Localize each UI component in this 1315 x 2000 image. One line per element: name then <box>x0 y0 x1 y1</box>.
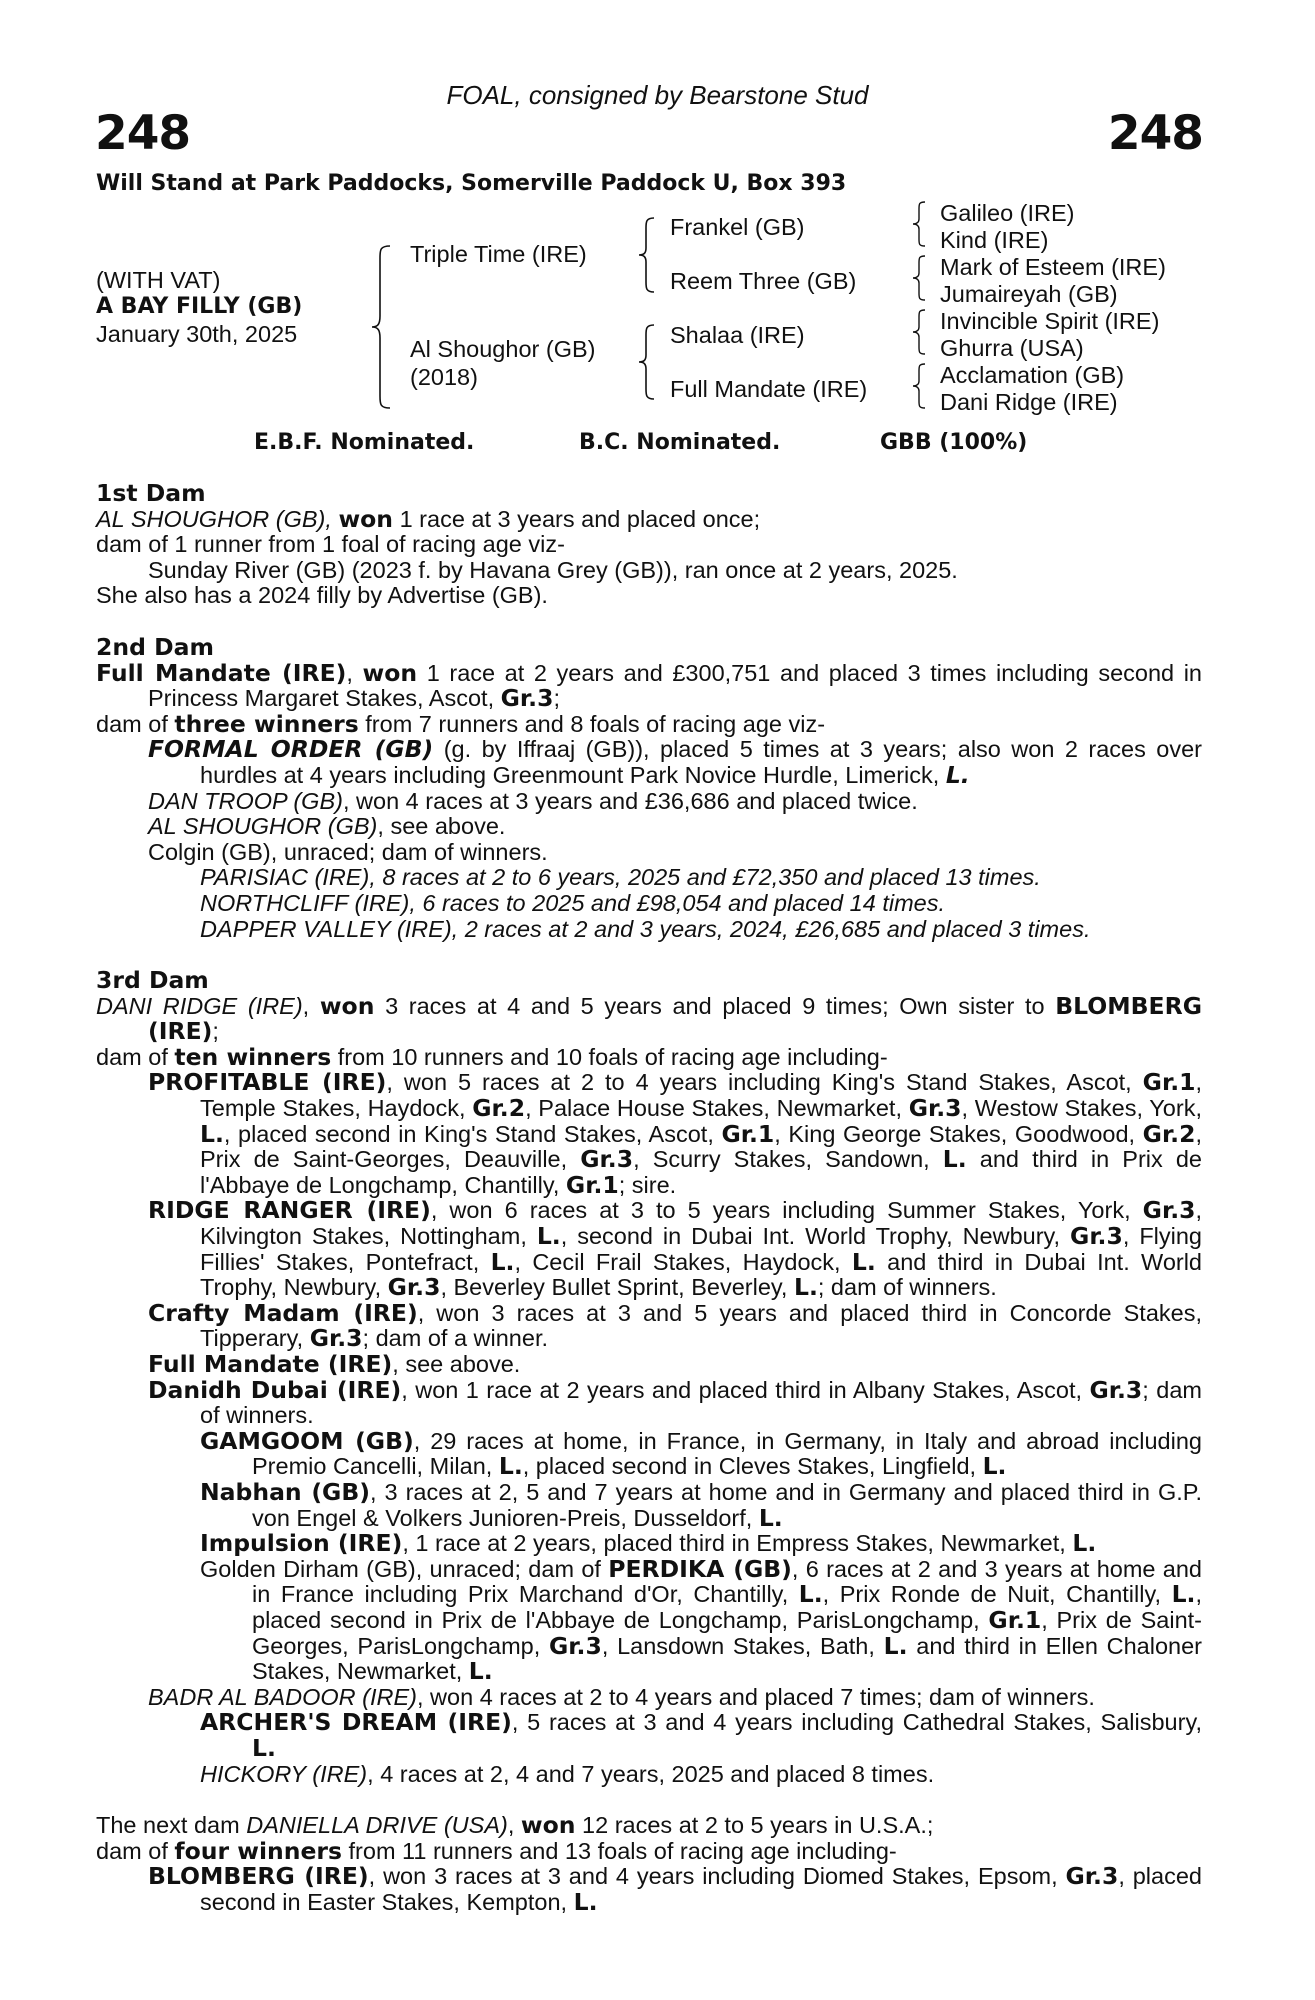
produce-formal-order <box>96 737 1202 788</box>
produce-full-mandate <box>96 1352 1202 1378</box>
text: ; dam of winners. <box>817 1274 997 1301</box>
text: , 8 races at 2 to 6 years, 2025 and £72,350 and placed 13 times. <box>369 864 1041 891</box>
grade-label: L. <box>468 1657 493 1686</box>
produce-crafty-madam <box>96 1298 1202 1353</box>
horse-name: DAPPER VALLEY (IRE) <box>200 915 452 942</box>
horse-name: PERDIKA (GB) <box>608 1554 792 1583</box>
grand-ancestor-2: Kind (IRE) <box>940 227 1049 253</box>
grade-label: L. <box>945 760 970 789</box>
first-dam-foal: Sunday River (GB) (2023 f. by Havana Grey (GB)), ran once at 2 years, 2025. <box>148 556 958 583</box>
grade-label: L. <box>942 1145 967 1174</box>
text: , won 6 races at 3 to 5 years including Summer Stakes, York, <box>430 1197 1143 1224</box>
second-dam-record <box>96 658 1202 713</box>
bracket-g78 <box>910 362 928 410</box>
grand-ancestor-1: Galileo (IRE) <box>940 200 1075 226</box>
produce-dan-troop <box>96 789 1202 815</box>
text: , won 3 races at 3 and 4 years including Diomed Stakes, Epsom, <box>368 1863 1066 1890</box>
text: and third in Ellen Chaloner Stakes, Newmarket, <box>252 1632 1202 1685</box>
text: dam of <box>96 1043 175 1070</box>
third-dam-record <box>96 991 1202 1046</box>
text: , won 4 races at 2 to 4 years and placed 7 times; dam of winners. <box>417 1683 1095 1710</box>
produce-dapper-valley <box>96 917 1202 943</box>
bracket-g12 <box>910 200 928 248</box>
first-dam-heading: 1st Dam <box>96 479 206 507</box>
text: , Palace House Stakes, Newmarket, <box>525 1095 909 1122</box>
gbb-status: GBB (100%) <box>880 430 1028 455</box>
produce-al-shoughor <box>96 814 1202 840</box>
horse-name: Crafty Madam (IRE) <box>148 1298 418 1327</box>
winners-count: three winners <box>174 709 359 738</box>
grand-ancestor-7: Acclamation (GB) <box>940 362 1125 388</box>
third-dam-heading: 3rd Dam <box>96 966 209 995</box>
vat-note: (WITH VAT) <box>96 267 221 293</box>
text: 12 races at 2 to 5 years in U.S.A.; <box>575 1812 934 1839</box>
produce-gamgoom <box>96 1426 1202 1481</box>
text: from 11 runners and 13 foals of racing age including- <box>342 1837 897 1864</box>
text: , won 4 races at 3 years and £36,686 and placed twice. <box>342 787 918 814</box>
produce-badr-al-badoor <box>96 1685 1202 1711</box>
first-dam-note: She also has a 2024 filly by Advertise (GB). <box>96 582 548 609</box>
horse-name: BLOMBERG (IRE) <box>148 1862 369 1891</box>
produce-colgin: Colgin (GB), unraced; dam of winners. <box>148 838 548 865</box>
dam: Al Shoughor (GB) <box>410 336 596 362</box>
horse-name: RIDGE RANGER (IRE) <box>148 1196 431 1225</box>
bc-nomination: B.C. Nominated. <box>579 430 781 455</box>
text: The next dam <box>96 1812 247 1839</box>
grade-label: Gr.3 <box>908 1094 962 1123</box>
grade-label: Gr.3 <box>387 1273 441 1302</box>
consignment-line: FOAL, consigned by Bearstone Stud <box>446 80 869 110</box>
text: and third in Dubai Int. World Trophy, Newbury, <box>200 1248 1203 1301</box>
text: , Kilvington Stakes, Nottingham, <box>200 1197 1203 1250</box>
second-dam-heading: 2nd Dam <box>96 632 214 661</box>
text: , won 5 races at 2 to 4 years including King's Stand Stakes, Ascot, <box>386 1069 1143 1096</box>
horse-name: PROFITABLE (IRE) <box>148 1068 387 1097</box>
grade-label: L. <box>793 1273 818 1302</box>
won-label: won <box>319 991 375 1020</box>
text: , Beverley Bullet Sprint, Beverley, <box>440 1274 794 1301</box>
text: , see above. <box>377 813 506 840</box>
produce-golden-dirham <box>96 1554 1202 1686</box>
produce-profitable <box>96 1070 1202 1198</box>
text: , <box>302 992 320 1019</box>
grade-label: L. <box>1171 1580 1196 1609</box>
text: , 29 races at home, in France, in Germany, in Italy and abroad including Premio Cancelli, Milan, <box>252 1427 1202 1480</box>
text: 3 races at 4 and 5 years and placed 9 times; Own sister to <box>374 992 1056 1019</box>
text: , placed second in King's Stand Stakes, Ascot, <box>223 1120 722 1147</box>
text: , <box>507 1812 521 1839</box>
produce-danidh-dubai <box>96 1375 1202 1429</box>
text: ; dam of winners. <box>200 1376 1202 1429</box>
text: ; dam of a winner. <box>362 1325 549 1352</box>
grand-ancestor-6: Ghurra (USA) <box>940 335 1084 361</box>
text: , Scurry Stakes, Sandown, <box>633 1146 943 1173</box>
grade-label: Gr.3 <box>1089 1375 1143 1404</box>
text: , <box>346 659 363 686</box>
bracket-g56 <box>910 308 928 356</box>
text: , Lansdown Stakes, Bath, <box>601 1632 884 1659</box>
grade-label: L. <box>498 1452 523 1481</box>
first-dam-produce: dam of 1 runner from 1 foal of racing age viz- <box>96 531 565 558</box>
grade-label: Gr.3 <box>580 1145 634 1174</box>
grade-label: Gr.2 <box>1142 1119 1196 1148</box>
text: ; <box>212 1018 219 1045</box>
text: , placed second in Cleves Stakes, Lingfield, <box>522 1453 983 1480</box>
foaling-date: January 30th, 2025 <box>96 321 298 347</box>
horse-name: NORTHCLIFF (IRE) <box>200 889 410 916</box>
text: 1 race at 2 years and £300,751 and placed 3 times including second in Princess Margaret Stakes, Ascot, <box>148 659 1202 712</box>
text: from 7 runners and 8 foals of racing age viz- <box>358 710 826 737</box>
grade-label: L. <box>883 1631 908 1660</box>
horse-name: AL SHOUGHOR (GB) <box>148 813 378 840</box>
won-label: won <box>338 504 394 533</box>
text: (g. by Iffraaj (GB)), placed 5 times at 3 years; also won 2 races over hurdles at 4 years including Greenmount Park Novice Hurdle, Limerick, <box>200 736 1202 788</box>
horse-name: HICKORY (IRE) <box>200 1760 368 1787</box>
produce-hickory <box>96 1762 1202 1788</box>
second-dam-name: Full Mandate (IRE) <box>96 658 347 687</box>
third-dam-name: DANI RIDGE (IRE) <box>96 992 303 1019</box>
lot-number-right: 248 <box>1107 106 1203 161</box>
horse-name: Nabhan (GB) <box>200 1477 370 1506</box>
grand-ancestor-3: Mark of Esteem (IRE) <box>940 254 1166 280</box>
text: , 6 races to 2025 and £98,054 and placed 14 times. <box>409 889 946 916</box>
sire-sire: Frankel (GB) <box>670 214 805 240</box>
text: ; <box>553 685 560 712</box>
text: , won 3 races at 3 and 5 years and placed third in Concorde Stakes, Tipperary, <box>200 1299 1202 1352</box>
horse-name: Full Mandate (IRE) <box>148 1350 393 1378</box>
text: ; sire. <box>618 1171 677 1198</box>
text: , Prix de Saint-Georges, ParisLongchamp, <box>252 1606 1202 1659</box>
text: , placed second in Easter Stakes, Kempton, <box>200 1863 1202 1915</box>
horse-name: Danidh Dubai (IRE) <box>148 1375 402 1404</box>
grand-ancestor-5: Invincible Spirit (IRE) <box>940 308 1160 334</box>
grade-label: L. <box>573 1887 598 1916</box>
produce-blomberg <box>96 1864 1202 1915</box>
winners-count: ten winners <box>174 1042 332 1071</box>
horse-name: FORMAL ORDER (GB) <box>148 735 434 764</box>
bracket-sire <box>636 216 658 294</box>
horse-name: A BAY FILLY (GB) <box>96 294 303 319</box>
grand-ancestor-4: Jumaireyah (GB) <box>940 281 1118 307</box>
grade-label: L. <box>536 1222 561 1251</box>
grade-label: Gr.1 <box>988 1605 1042 1634</box>
grade-label: Gr.1 <box>1142 1068 1196 1097</box>
horse-name: PARISIAC (IRE) <box>200 864 370 891</box>
first-dam-record <box>96 504 1202 533</box>
first-dam-name: AL SHOUGHOR (GB), <box>96 505 332 532</box>
text: , Temple Stakes, Haydock, <box>200 1069 1203 1122</box>
sire-dam: Reem Three (GB) <box>670 268 857 294</box>
next-dam-record <box>96 1813 1202 1839</box>
grade-label: L. <box>758 1503 783 1532</box>
horse-name: ARCHER'S DREAM (IRE) <box>200 1708 512 1737</box>
grade-label: Gr.3 <box>500 684 554 713</box>
bracket-main <box>370 244 394 410</box>
grade-label: L. <box>851 1247 876 1276</box>
text: and third in Prix de l'Abbaye de Longchamp, Chantilly, <box>200 1146 1202 1198</box>
ebf-nomination: E.B.F. Nominated. <box>254 430 475 455</box>
grade-label: Gr.3 <box>549 1631 602 1660</box>
text: dam of <box>96 710 175 737</box>
horse-name: GAMGOOM (GB) <box>200 1426 414 1455</box>
text: , second in Dubai Int. World Trophy, Newbury, <box>560 1223 1071 1250</box>
grade-label: L. <box>252 1733 276 1762</box>
text: , 4 races at 2, 4 and 7 years, 2025 and placed 8 times. <box>367 1760 935 1787</box>
grade-label: L. <box>1072 1529 1097 1558</box>
text: , placed second in Prix de l'Abbaye de Longchamp, ParisLongchamp, <box>252 1581 1202 1633</box>
stand-location: Will Stand at Park Paddocks, Somerville Paddock U, Box 393 <box>96 171 847 196</box>
sire: Triple Time (IRE) <box>410 241 587 267</box>
text: , 3 races at 2, 5 and 7 years at home and in Germany and placed third in G.P. von Engel & Volkers Junioren-Preis, Dusseldorf, <box>252 1478 1202 1531</box>
won-label: won <box>520 1811 576 1840</box>
produce-archers-dream <box>96 1710 1202 1761</box>
text: , 2 races at 2 and 3 years, 2024, £26,685 and placed 3 times. <box>451 915 1091 942</box>
bracket-g34 <box>910 254 928 302</box>
text: Golden Dirham (GB), unraced; dam of <box>200 1555 609 1582</box>
grade-label: Gr.1 <box>721 1119 775 1148</box>
grade-label: Gr.3 <box>1065 1862 1119 1891</box>
grade-label: Gr.3 <box>309 1324 363 1353</box>
horse-name: DAN TROOP (GB) <box>148 787 343 814</box>
lot-number-left: 248 <box>95 106 191 161</box>
text: , Prix Ronde de Nuit, Chantilly, <box>822 1581 1172 1608</box>
text: , King George Stakes, Goodwood, <box>774 1120 1143 1147</box>
text: , 6 races at 2 and 3 years at home and in France including Prix Marchand d'Or, Chantilly, <box>252 1555 1202 1608</box>
text: dam of <box>96 1837 175 1864</box>
bracket-dam <box>636 323 658 401</box>
horse-name: BADR AL BADOOR (IRE) <box>148 1683 417 1710</box>
grade-label: Gr.2 <box>472 1094 526 1123</box>
produce-nabhan <box>96 1477 1202 1532</box>
produce-northcliff <box>96 891 1202 917</box>
grade-label: L. <box>982 1452 1007 1481</box>
text: , 5 races at 3 and 4 years including Cathedral Stakes, Salisbury, <box>511 1709 1202 1736</box>
winners-count: four winners <box>174 1836 342 1865</box>
text: , won 1 race at 2 years and placed third in Albany Stakes, Ascot, <box>401 1376 1090 1403</box>
produce-parisiac <box>96 865 1202 891</box>
text: , Flying Fillies' Stakes, Pontefract, <box>200 1223 1203 1275</box>
won-label: won <box>362 658 418 687</box>
text: , Prix de Saint-Georges, Deauville, <box>200 1120 1202 1173</box>
dam-sire: Shalaa (IRE) <box>670 322 805 348</box>
produce-ridge-ranger <box>96 1198 1202 1300</box>
dam-dam: Full Mandate (IRE) <box>670 376 868 402</box>
next-dam-produce <box>96 1836 1202 1865</box>
third-dam-produce <box>96 1042 1202 1071</box>
grade-label: L. <box>200 1119 224 1148</box>
horse-name: BLOMBERG (IRE) <box>148 991 1202 1046</box>
second-dam-produce <box>96 709 1202 738</box>
grade-label: Gr.1 <box>565 1170 619 1199</box>
text: , Cecil Frail Stakes, Haydock, <box>514 1248 852 1275</box>
text: , 1 race at 2 years, placed third in Empress Stakes, Newmarket, <box>402 1530 1073 1557</box>
text: from 10 runners and 10 foals of racing age including- <box>331 1043 888 1070</box>
horse-name: Impulsion (IRE) <box>200 1529 403 1558</box>
text: 1 race at 3 years and placed once; <box>393 505 761 532</box>
text: , see above. <box>392 1351 521 1377</box>
grade-label: Gr.3 <box>1142 1196 1196 1225</box>
spacer <box>96 1787 1202 1813</box>
next-dam-name: DANIELLA DRIVE (USA) <box>246 1812 508 1839</box>
grade-label: L. <box>490 1247 515 1276</box>
text: , Westow Stakes, York, <box>961 1095 1202 1122</box>
grand-ancestor-8: Dani Ridge (IRE) <box>940 389 1118 415</box>
dam-year: (2018) <box>410 364 478 390</box>
grade-label: L. <box>798 1580 823 1609</box>
catalogue-body <box>96 481 1202 1915</box>
grade-label: Gr.3 <box>1070 1222 1123 1251</box>
produce-impulsion <box>96 1531 1202 1557</box>
